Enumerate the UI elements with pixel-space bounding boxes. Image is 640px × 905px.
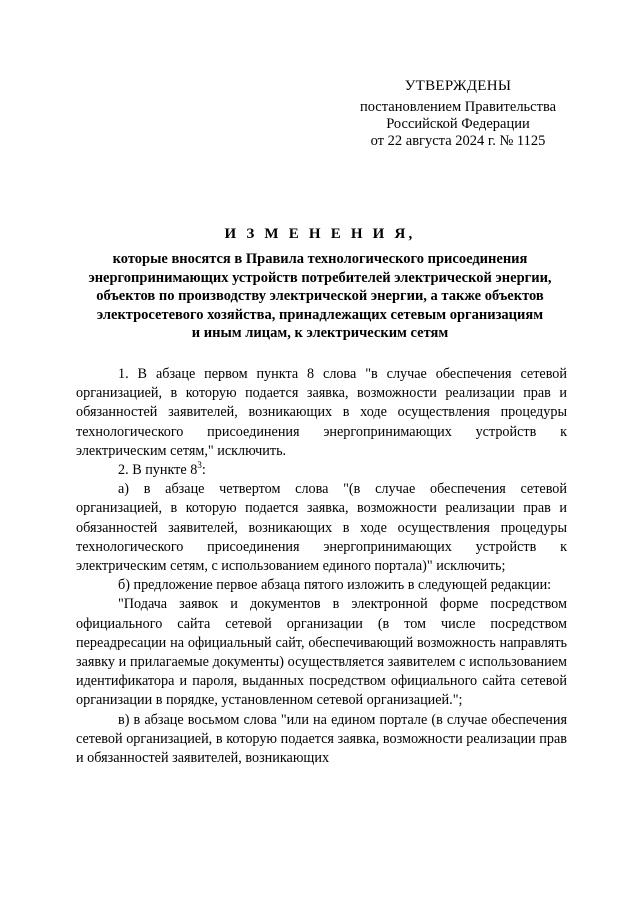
superscript-3: 3 <box>197 460 202 471</box>
paragraph-2 <box>76 461 567 480</box>
approval-heading: УТВЕРЖДЕНЫ <box>404 78 512 94</box>
subtitle-line: энергопринимающих устройств потребителей электрической энергии, <box>88 269 552 286</box>
subtitle-line: электросетевого хозяйства, принадлежащих сетевым организациям <box>96 306 544 323</box>
paragraph-2-colon: : <box>201 462 206 479</box>
paragraph-2c: в) в абзаце восьмом слова "или на едином портале (в случае обеспечения сетевой организацией, в которую подается заявка, возможности реализации прав и обязанностей заявителей, возникающих <box>76 711 567 767</box>
paragraph-2-text: 2. В пункте 8 <box>118 462 198 479</box>
document-subtitle <box>60 250 580 343</box>
document-body <box>76 365 567 768</box>
approval-stamp <box>338 78 578 150</box>
paragraph-2a: а) в абзаце четвертом слова "(в случае обеспечения сетевой организацией, в которую подается заявка, возможности реализации прав и обязанностей заявителей, возникающих в ходе осуществления процедуры технологического присоединения энергопринимающих устройств к электрическим сетям, с использованием единого портала)" исключить; <box>76 481 567 575</box>
subtitle-line: и иным лицам, к электрическим сетям <box>191 325 449 342</box>
quoted-paragraph: "Подача заявок и документов в электронной форме посредством официального сайта сетевой организации (в том числе посредством переадресации на официальный сайт, обеспечивающий возможность направлять заявку и прилагаемые документы) осуществляется заявителем с использованием идентификатора и пароля, выданных посредством официального сайта сетевой организации в порядке, установленном сетевой организацией."; <box>76 596 567 709</box>
approval-line-2: Российской Федерации <box>386 116 530 132</box>
subtitle-line: объектов по производству электрической энергии, а также объектов <box>96 288 544 305</box>
subtitle-line: которые вносятся в Правила технологического присоединения <box>112 251 528 267</box>
document-title: И З М Е Н Е Н И Я, <box>224 226 416 242</box>
approval-line-3: от 22 августа 2024 г. № 1125 <box>370 133 546 149</box>
paragraph-2b: б) предложение первое абзаца пятого изложить в следующей редакции: <box>118 577 552 594</box>
approval-line-1: постановлением Правительства <box>359 99 557 115</box>
paragraph-1: 1. В абзаце первом пункта 8 слова "в случае обеспечения сетевой организацией, в которую подается заявка, возможности реализации прав и обязанностей заявителей, возникающих в ходе осуществления процедуры технологического присоединения энергопринимающих устройств к электрическим сетям," исключить. <box>76 366 567 459</box>
